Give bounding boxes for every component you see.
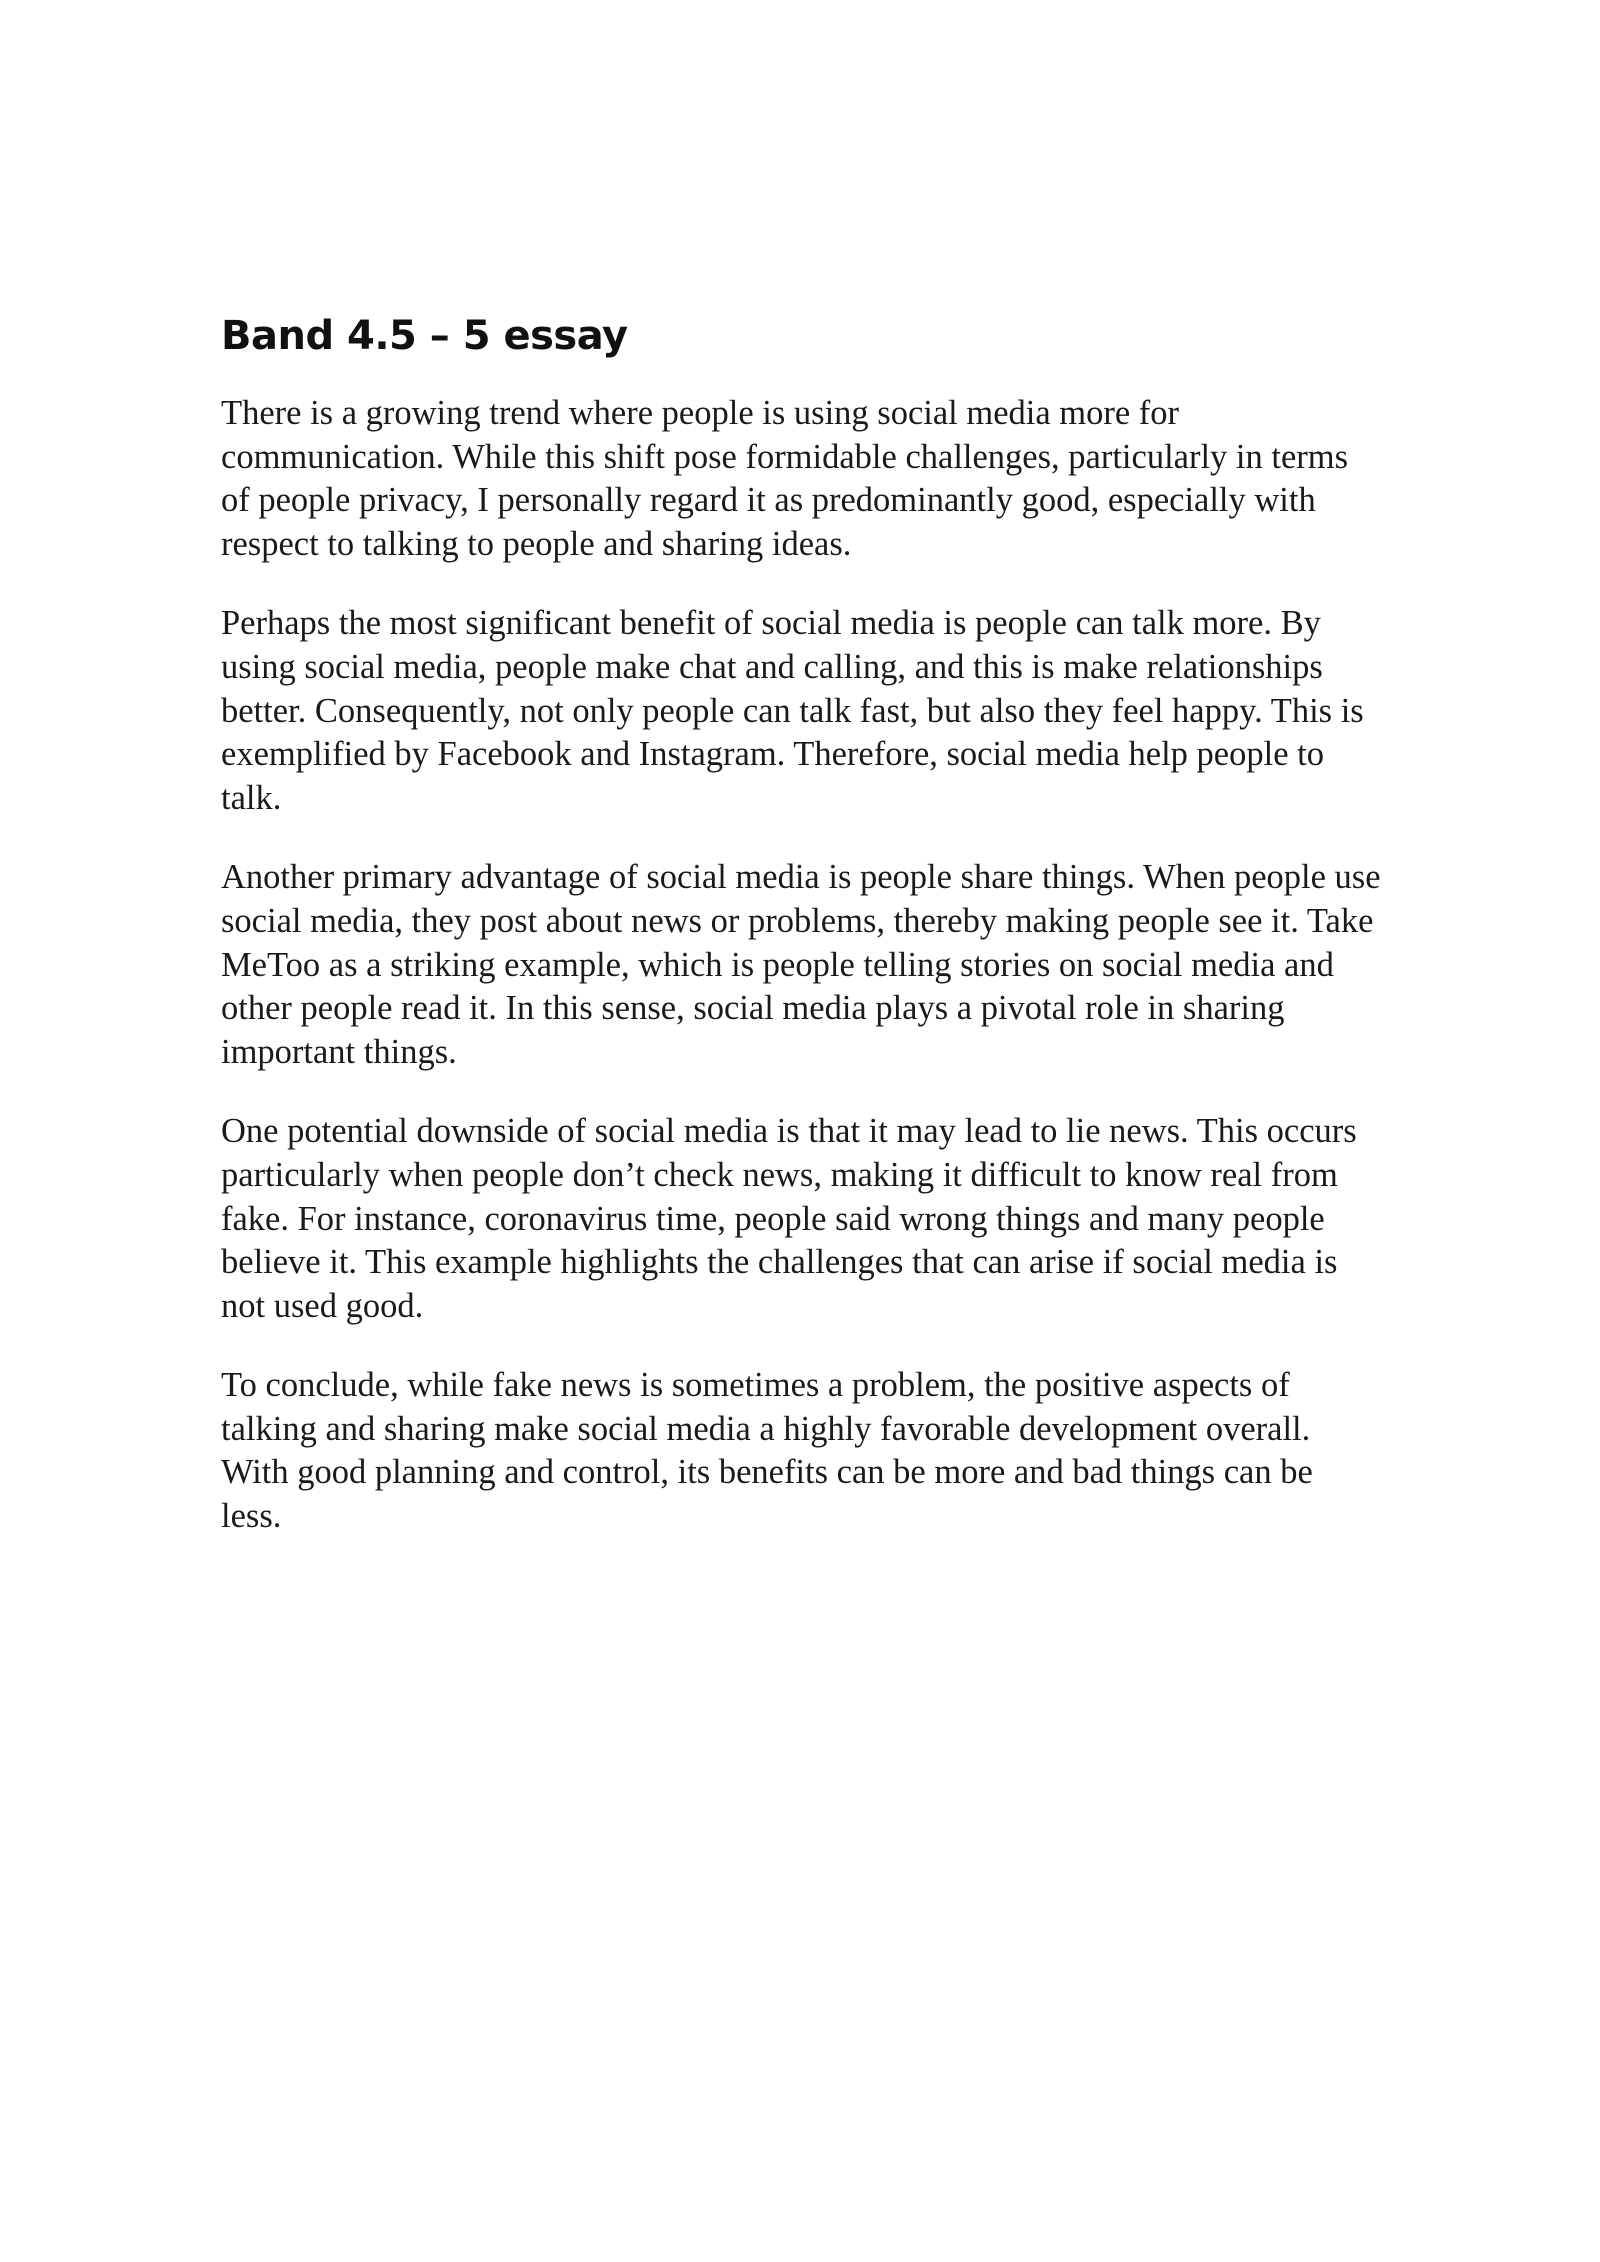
text-line: of people privacy, I personally regard it as predominantly good, especially with: [221, 481, 1316, 520]
text-line: To conclude, while fake news is sometimes a problem, the positive aspects of: [221, 1366, 1290, 1405]
text-line: One potential downside of social media is that it may lead to lie news. This occurs: [221, 1112, 1357, 1151]
text-line: With good planning and control, its benefits can be more and bad things can be: [221, 1453, 1313, 1492]
essay-title: Band 4.5 – 5 essay: [221, 313, 628, 359]
paragraph-introduction: [221, 392, 1511, 566]
text-line: fake. For instance, coronavirus time, people said wrong things and many people: [221, 1199, 1325, 1238]
text-line: Another primary advantage of social media is people share things. When people use: [221, 858, 1381, 897]
text-line: important things.: [221, 1032, 457, 1071]
text-line: social media, they post about news or problems, thereby making people see it. Take: [221, 901, 1374, 940]
text-line: Perhaps the most significant benefit of social media is people can talk more. By: [221, 604, 1321, 643]
text-line: talk.: [221, 778, 282, 817]
text-line: other people read it. In this sense, social media plays a pivotal role in sharing: [221, 989, 1285, 1028]
text-line: talking and sharing make social media a highly favorable development overall.: [221, 1409, 1311, 1448]
text-line: using social media, people make chat and calling, and this is make relationships: [221, 647, 1323, 686]
text-line: not used good.: [221, 1286, 424, 1325]
text-line: better. Consequently, not only people can talk fast, but also they feel happy. This is: [221, 691, 1364, 730]
text-line: exemplified by Facebook and Instagram. Therefore, social media help people to: [221, 735, 1324, 774]
text-line: There is a growing trend where people is using social media more for: [221, 394, 1180, 432]
paragraph-body-3: [221, 1110, 1511, 1328]
paragraph-conclusion: [221, 1364, 1511, 1538]
paragraph-body-2: [221, 856, 1511, 1074]
text-line: MeToo as a striking example, which is people telling stories on social media and: [221, 945, 1334, 984]
text-line: communication. While this shift pose formidable challenges, particularly in terms: [221, 437, 1349, 476]
text-line: respect to talking to people and sharing ideas.: [221, 524, 852, 563]
text-line: particularly when people don’t check news, making it difficult to know real from: [221, 1155, 1338, 1194]
essay-content: [221, 310, 1511, 1575]
text-line: less.: [221, 1497, 282, 1536]
paragraph-body-1: [221, 602, 1511, 820]
text-line: believe it. This example highlights the challenges that can arise if social media is: [221, 1243, 1338, 1282]
